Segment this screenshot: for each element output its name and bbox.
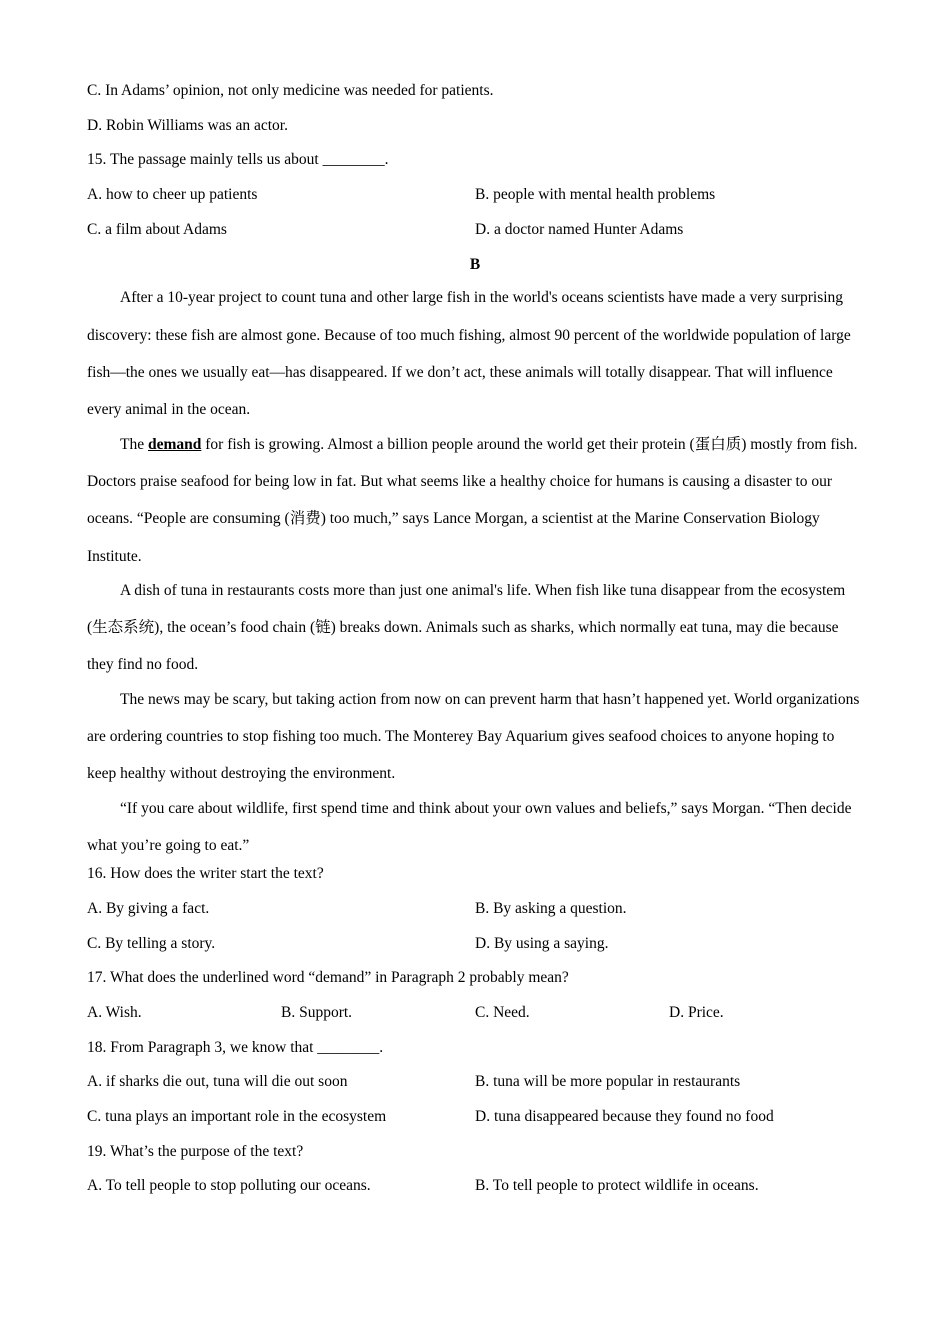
question-19-stem: 19. What’s the purpose of the text? (87, 1142, 304, 1160)
question-18-options-row1 (87, 1069, 863, 1104)
question-16-options-row2 (87, 931, 863, 966)
question-17-options (87, 1000, 863, 1035)
option-b: B. To tell people to protect wildlife in oceans. (475, 1177, 759, 1195)
question-16-options-row1 (87, 896, 863, 931)
option-c: C. a film about Adams (87, 220, 227, 238)
question-15-options-row1 (87, 182, 863, 217)
option-a: A. By giving a fact. (87, 899, 210, 917)
option-a: A. if sharks die out, tuna will die out soon (87, 1073, 348, 1091)
option-d: D. By using a saying. (475, 934, 609, 952)
passage-paragraph-4: The news may be scary, but taking action from now on can prevent harm that hasn’t happened yet. World organizations are ordering countries to stop fishing too much. The Monterey Bay Aquarium gives seafood choices to anyone hoping to keep healthy without destroying the environment. (87, 690, 860, 783)
option-d-q14: D. Robin Williams was an actor. (87, 116, 288, 134)
question-18-stem: 18. From Paragraph 3, we know that ________. (87, 1038, 384, 1056)
option-a: A. how to cheer up patients (87, 186, 258, 204)
question-18-options-row2 (87, 1104, 863, 1139)
question-15-options-row2 (87, 217, 863, 252)
question-17-stem: 17. What does the underlined word “demand” in Paragraph 2 probably mean? (87, 969, 569, 987)
p2-text-before: The (120, 435, 148, 453)
section-title: B (469, 256, 481, 274)
option-b: B. Support. (281, 1003, 353, 1021)
option-d: D. Price. (669, 1003, 724, 1021)
exam-page (87, 78, 863, 1208)
p2-text-after: for fish is growing. Almost a billion people around the world get their protein (蛋白质) mostly from fish. Doctors praise seafood for being low in fat. But what seems like a healthy choice for humans is causing a disaster to our oceans. “People are consuming (消费) too much,” says Lance Morgan, a scientist at the Marine Conservation Biology Institute. (87, 435, 858, 565)
question-19-options-row1 (87, 1173, 863, 1208)
passage-paragraph-5: “If you care about wildlife, first spend time and think about your own values and beliefs,” says Morgan. “Then decide what you’re going to eat.” (87, 799, 852, 854)
option-c: C. tuna plays an important role in the ecosystem (87, 1108, 387, 1125)
option-c-q14: C. In Adams’ opinion, not only medicine was needed for patients. (87, 82, 494, 99)
option-c: C. By telling a story. (87, 934, 216, 952)
option-a: A. To tell people to stop polluting our oceans. (87, 1177, 371, 1195)
option-c: C. Need. (475, 1003, 530, 1021)
option-d: D. a doctor named Hunter Adams (475, 220, 684, 238)
passage-paragraph-1: After a 10-year project to count tuna and other large fish in the world's oceans scientists have made a very surprising discovery: these fish are almost gone. Because of too much fishing, almost 90 percent of the worldwide population of large fish—the ones we usually eat—has disappeared. If we don’t act, these animals will totally disappear. That will influence every animal in the ocean. (87, 289, 851, 419)
option-a: A. Wish. (87, 1003, 142, 1021)
option-b: B. tuna will be more popular in restaurants (475, 1073, 741, 1091)
question-15-stem: 15. The passage mainly tells us about ________. (87, 151, 389, 169)
option-d: D. tuna disappeared because they found no food (475, 1108, 774, 1125)
passage-paragraph-3: A dish of tuna in restaurants costs more than just one animal's life. When fish like tuna disappear from the ecosystem (生态系统), the ocean’s food chain (链) breaks down. Animals such as sharks, which normally eat tuna, may die because they find no food. (87, 581, 846, 674)
option-b: B. people with mental health problems (475, 186, 716, 204)
question-16-stem: 16. How does the writer start the text? (87, 865, 324, 883)
option-b: B. By asking a question. (475, 899, 627, 917)
passage-paragraph-2 (87, 426, 863, 575)
underlined-keyword: demand (147, 435, 202, 453)
